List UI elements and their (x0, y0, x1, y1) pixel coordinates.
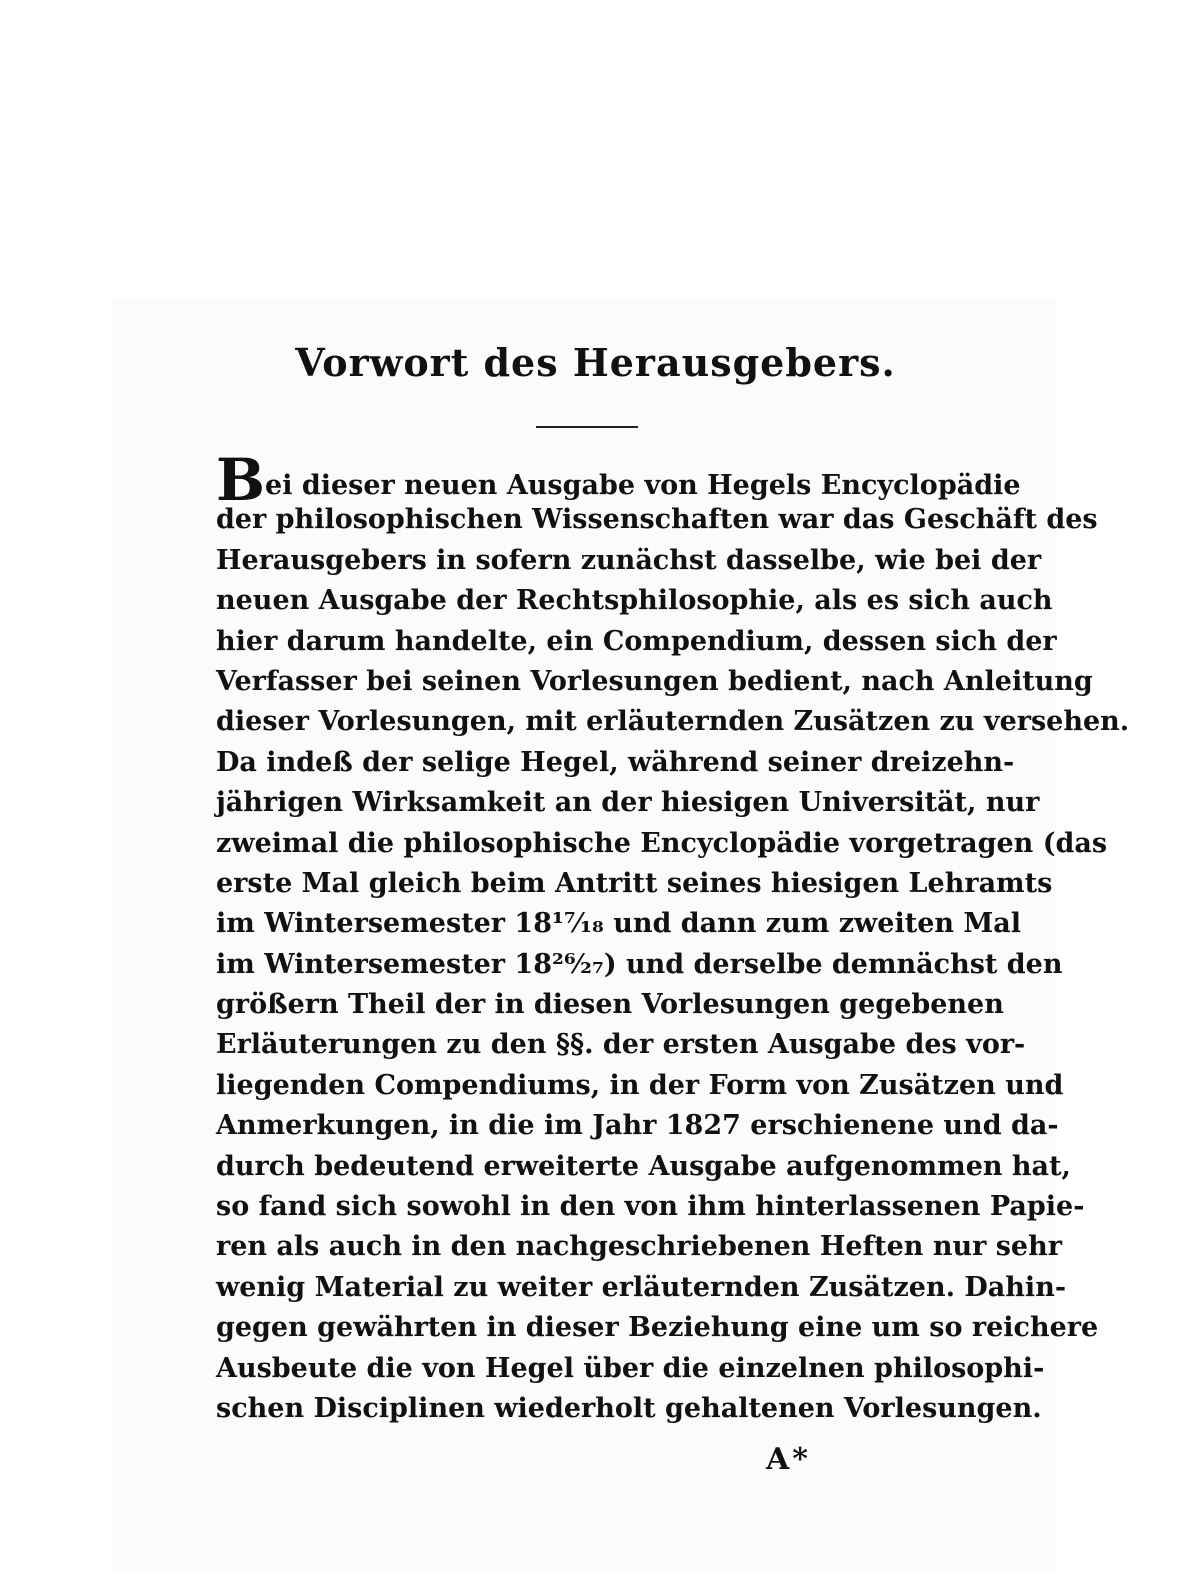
drop-cap: B (216, 446, 266, 514)
text-line: Anmerkungen, in die im Jahr 1827 erschienene und da- (216, 1110, 1059, 1142)
text-line: Verfasser bei seinen Vorlesungen bedient, nach Anleitung (216, 665, 1093, 697)
text-line: hier darum handelte, ein Compendium, dessen sich der (216, 625, 1057, 657)
text-line: der philosophischen Wissenschaften war das Geschäft des (216, 504, 1098, 536)
text-line: im Wintersemester 18¹⁷⁄₁₈ und dann zum zweiten Mal (216, 908, 1022, 940)
text-line: schen Disciplinen wiederholt gehaltenen Vorlesungen. (216, 1392, 1042, 1424)
text-line: dieser Vorlesungen, mit erläuternden Zusätzen zu versehen. (216, 706, 1130, 738)
title-divider (536, 426, 638, 428)
text-line: Erläuterungen zu den §§. der ersten Ausgabe des vor- (216, 1029, 1026, 1061)
signature-mark: A* (766, 1442, 811, 1477)
text-line: ren als auch in den nachgeschriebenen Heften nur sehr (216, 1231, 1062, 1263)
text-line: neuen Ausgabe der Rechtsphilosophie, als es sich auch (216, 585, 1053, 617)
text-line: Herausgebers in sofern zunächst dasselbe, wie bei der (216, 544, 1042, 576)
text-line: gegen gewährten in dieser Beziehung eine um so reichere (216, 1312, 1099, 1344)
text-line: erste Mal gleich beim Antritt seines hiesigen Lehramts (216, 867, 1053, 899)
text-line: jährigen Wirksamkeit an der hiesigen Universität, nur (216, 787, 1040, 819)
text-line: größern Theil der in diesen Vorlesungen gegebenen (216, 989, 1004, 1021)
page-title: Vorwort des Herausgebers. (295, 340, 896, 385)
body-text (216, 446, 1130, 1429)
text-line: Ausbeute die von Hegel über die einzelnen philosophi- (216, 1352, 1045, 1384)
text-line: im Wintersemester 18²⁶⁄₂₇) und derselbe demnächst den (216, 948, 1063, 980)
text-line-1 (216, 446, 1021, 514)
first-line-text: ei dieser neuen Ausgabe von Hegels Encyclopädie (265, 470, 1021, 501)
text-line: liegenden Compendiums, in der Form von Zusätzen und (216, 1069, 1064, 1101)
text-line: Da indeß der selige Hegel, während seiner dreizehn- (216, 746, 1015, 778)
text-line: so fand sich sowohl in den von ihm hinterlassenen Papie- (216, 1191, 1085, 1223)
text-line: durch bedeutend erweiterte Ausgabe aufgenommen hat, (216, 1150, 1071, 1182)
text-line: zweimal die philosophische Encyclopädie vorgetragen (das (216, 827, 1108, 859)
text-line: wenig Material zu weiter erläuternden Zusätzen. Dahin- (216, 1271, 1067, 1303)
